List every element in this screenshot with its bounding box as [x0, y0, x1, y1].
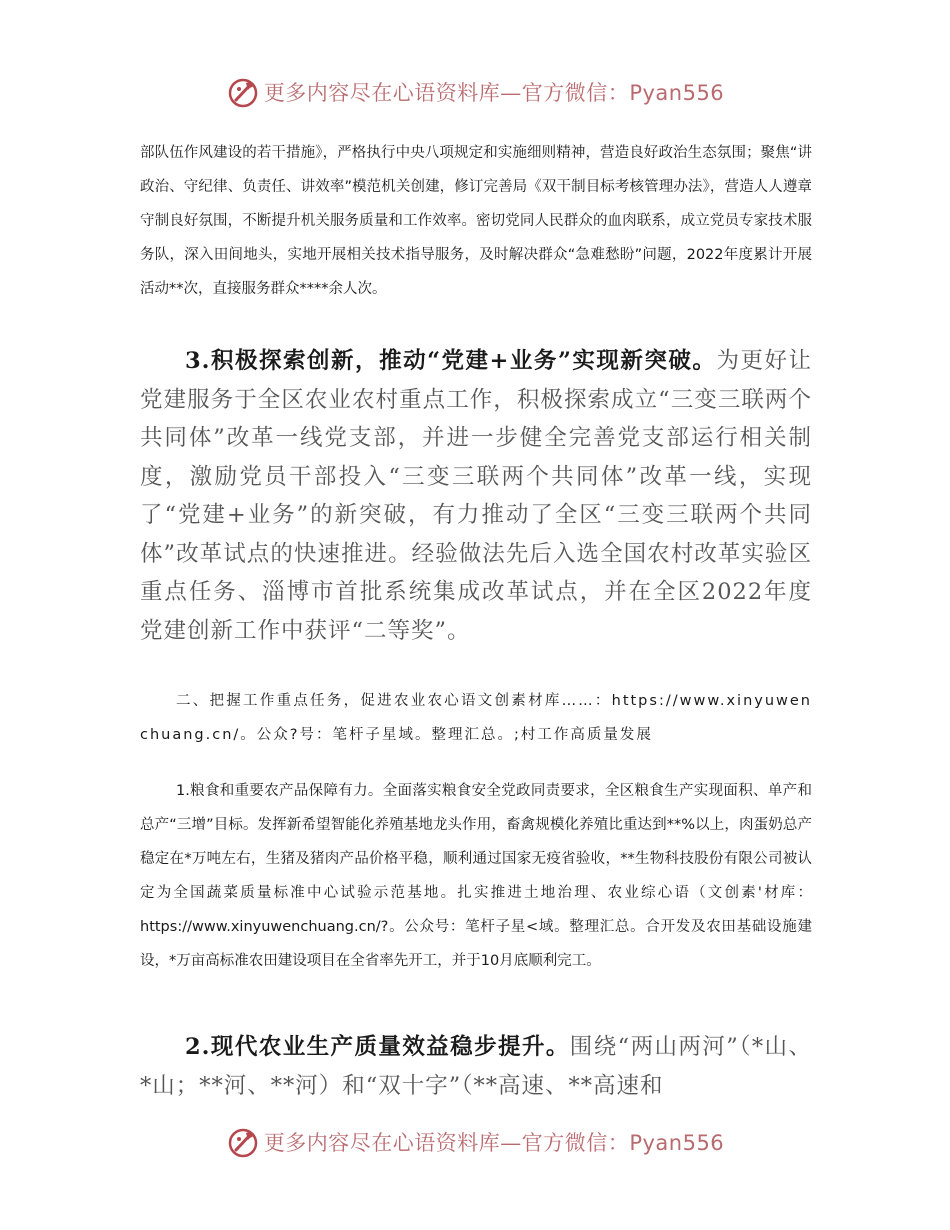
banner-prefix: 更多内容尽在心语资料库—官方微信：: [263, 81, 630, 105]
banner-wechat: Pyan556: [629, 81, 725, 105]
logo-icon: [226, 75, 260, 109]
paragraph-1: 部队伍作风建设的若干措施》，严格执行中央八项规定和实施细则精神，营造良好政治生态氛围；聚焦“讲政治、守纪律、负责任、讲效率”模范机关创建，修订完善局《双干制目标考核管理办法》，营造人人遵章守制良好氛围，不断提升机关服务质量和工作效率。密切党同人民群众的血肉联系，成立党员专家技术服务队，深入田间地头，实地开展相关技术指导服务，及时解决群众“急难愁盼”问题，2022年度累计开展活动**次，直接服务群众****余人次。: [140, 145, 812, 297]
header-watermark: [0, 72, 950, 112]
paragraph-5: [140, 1028, 812, 1105]
logo-icon: [226, 1125, 260, 1159]
paragraph-5-body: 围绕“两山两河”（*山、*山；**河、**河）和“双十字”（**高速、**高速和: [140, 1034, 812, 1099]
paragraph-2-body: 为更好让党建服务于全区农业农村重点工作，积极探索成立“三变三联两个共同体”改革一线党支部，并进一步健全完善党支部运行相关制度，激励党员干部投入“三变三联两个共同体”改革一线，实现了“党建+业务”的新突破，有力推动了全区“三变三联两个共同体”改革试点的快速推进。经验做法先后入选全国农村改革实验区重点任务、淄博市首批系统集成改革试点，并在全区2022年度党建创新工作中获评“二等奖”。: [140, 348, 812, 644]
paragraph-4: 1.粮食和重要农产品保障有力。全面落实粮食安全党政同责要求，全区粮食生产实现面积、单产和总产“三增”目标。发挥新希望智能化养殖基地龙头作用，畜禽规模化养殖比重达到**%以上，肉蛋奶总产稳定在*万吨左右，生猪及猪肉产品价格平稳，顺利通过国家无疫省验收，**生物科技股份有限公司被认定为全国蔬菜质量标准中心试验示范基地。扎实推进土地治理、农业综心语（文创素'材库：https://www.xinyuwenchuang.cn/?。公众号：笔杆子星<域。整理汇总。合开发及农田基础设施建设，*万亩高标准农田建设项目在全省率先开工，并于10月底顺利完工。: [140, 783, 812, 969]
banner-wechat: Pyan556: [629, 1131, 725, 1155]
footer-watermark: [0, 1122, 950, 1162]
paragraph-5-heading: 2.现代农业生产质量效益稳步提升。: [185, 1034, 570, 1060]
section-2-heading: 二、把握工作重点任务，促进农业农心语文创素材库……：https://www.xinyuwenchuang.cn/。公众?号：笔杆子星域。整理汇总。;村工作高质量发展: [140, 693, 812, 743]
paragraph-2: [140, 342, 812, 650]
paragraph-2-heading: 3.积极探索创新，推动“党建+业务”实现新突破。: [185, 348, 717, 374]
banner-prefix: 更多内容尽在心语资料库—官方微信：: [263, 1131, 630, 1155]
